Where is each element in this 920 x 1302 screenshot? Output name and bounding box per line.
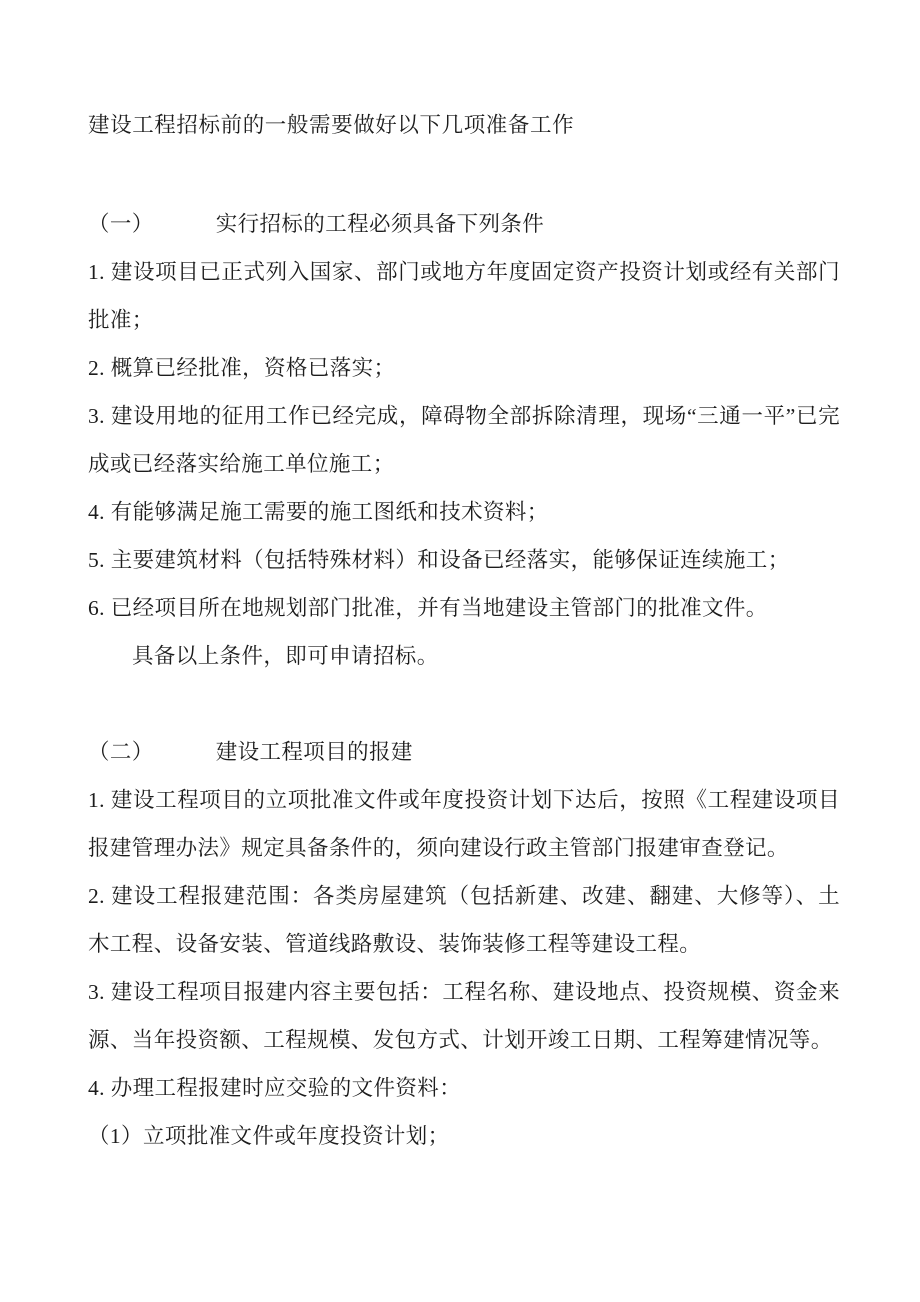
section-marker-one: （一） [88, 211, 154, 236]
list-item: 2. 概算已经批准，资格已落实； [88, 355, 396, 380]
list-item: 4. 办理工程报建时应交验的文件资料： [88, 1075, 462, 1100]
section-heading-one [88, 200, 840, 248]
section-heading-text-one: 实行招标的工程必须具备下列条件 [215, 211, 545, 236]
spacer-before-section-one [88, 137, 840, 200]
section-heading-two [88, 728, 840, 776]
list-item: 6. 已经项目所在地规划部门批准，并有当地建设主管部门的批准文件。 [88, 595, 768, 620]
section-marker-two: （二） [88, 739, 154, 764]
section-closing-one: 具备以上条件，即可申请招标。 [132, 643, 439, 668]
list-item: 5. 主要建筑材料（包括特殊材料）和设备已经落实，能够保证连续施工； [88, 547, 790, 572]
section-heading-text-two: 建设工程项目的报建 [215, 739, 413, 764]
list-item: 2. 建设工程报建范围：各类房屋建筑（包括新建、改建、翻建、大修等）、土木工程、设备安装、管道线路敷设、装饰装修工程等建设工程。 [88, 883, 840, 956]
list-item: 3. 建设工程项目报建内容主要包括：工程名称、建设地点、投资规模、资金来源、当年投资额、工程规模、发包方式、计划开竣工日期、工程筹建情况等。 [88, 979, 840, 1052]
page-title: 建设工程招标前的一般需要做好以下几项准备工作 [88, 113, 575, 137]
sub-list-item: （1）立项批准文件或年度投资计划； [88, 1123, 450, 1148]
list-item: 4. 有能够满足施工需要的施工图纸和技术资料； [88, 499, 549, 524]
document-body [88, 0, 840, 1160]
list-item: 1. 建设项目已正式列入国家、部门或地方年度固定资产投资计划或经有关部门批准； [88, 259, 840, 332]
list-item: 1. 建设工程项目的立项批准文件或年度投资计划下达后，按照《工程建设项目报建管理办法》规定具备条件的，须向建设行政主管部门报建审查登记。 [88, 787, 840, 860]
list-item: 3. 建设用地的征用工作已经完成，障碍物全部拆除清理，现场“三通一平”已完成或已经落实给施工单位施工； [88, 403, 840, 476]
spacer-before-section-two [88, 680, 840, 728]
